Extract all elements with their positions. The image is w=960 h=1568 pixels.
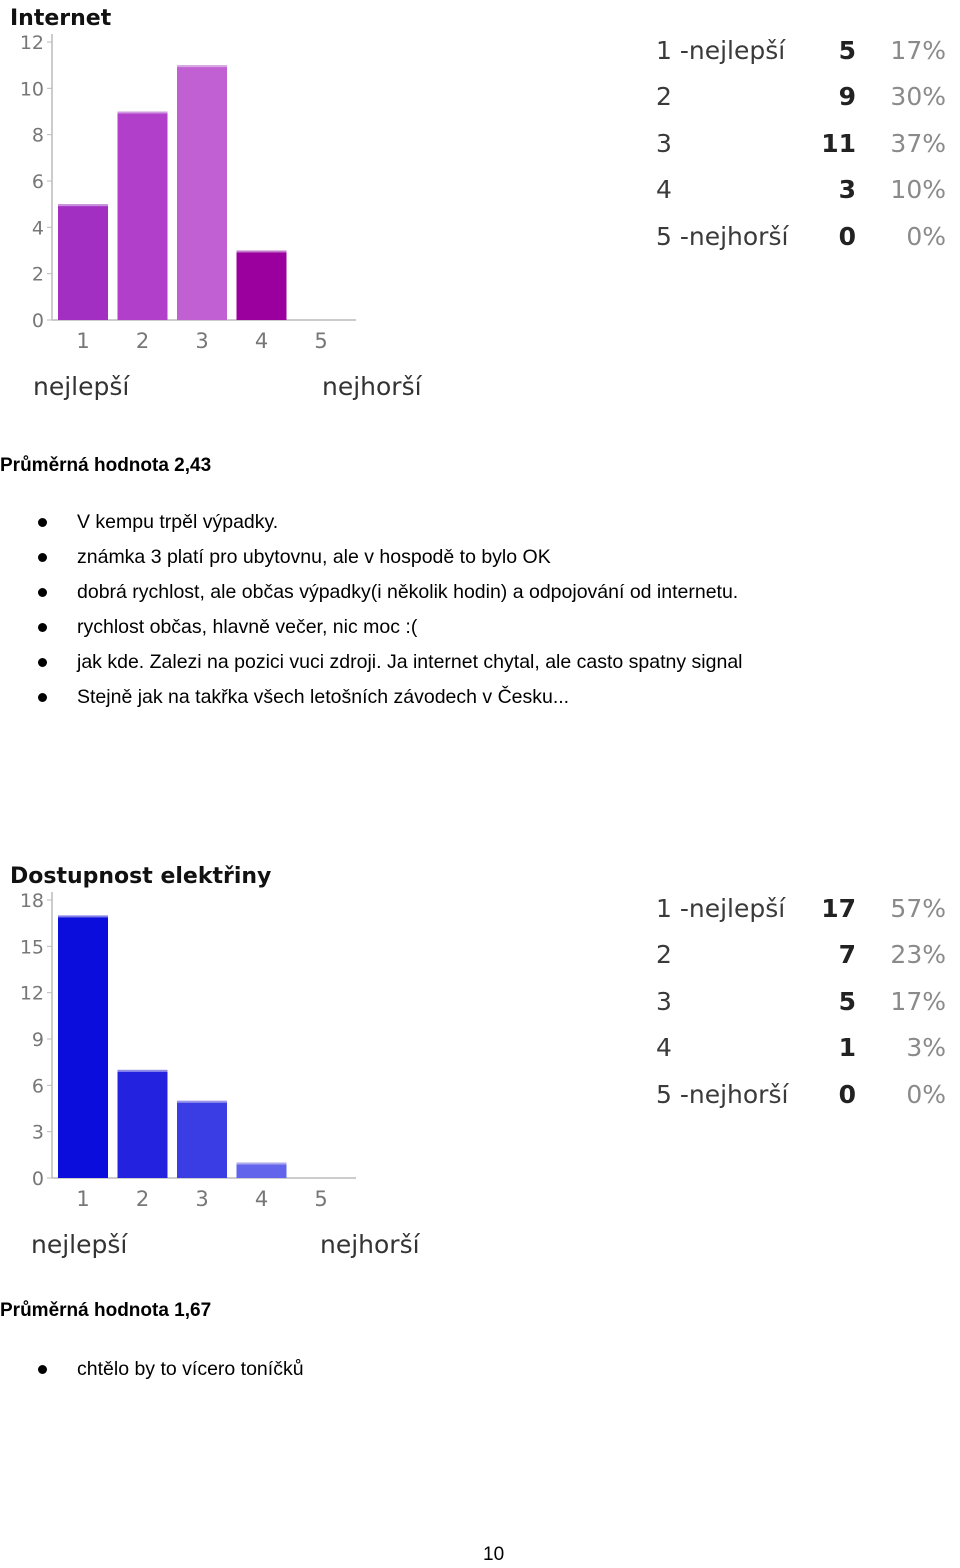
legend-row [656,932,946,979]
legend-percent: 17% [890,986,946,1016]
bar-1 [58,915,108,1178]
x-tick-label: 4 [254,329,269,353]
bar-2 [118,1070,168,1178]
comment-item: chtělo by to vícero toníčků [0,1352,304,1387]
legend-count: 5 [838,986,856,1016]
electricity-legend-table [656,885,946,1118]
legend-row [656,27,946,74]
comment-item: jak kde. Zalezi na pozici vuci zdroji. Ja internet chytal, ale casto spatny signal [0,645,743,680]
x-tick-label: 2 [135,329,150,353]
legend-row [656,74,946,121]
legend-percent: 3% [906,1033,946,1063]
legend-percent: 0% [906,1079,946,1109]
comment-item: Stejně jak na takřka všech letošních závodech v Česku... [0,680,743,715]
legend-percent: 30% [890,82,946,112]
legend-row [656,978,946,1025]
legend-label: 2 [656,82,672,112]
internet-comments-list [0,505,743,715]
bar-1 [58,204,108,320]
comment-item: známka 3 platí pro ubytovnu, ale v hospodě to bylo OK [0,540,743,575]
y-tick-label: 6 [31,1075,44,1098]
comment-item: V kempu trpěl výpadky. [0,505,743,540]
bar-top-highlight [58,204,108,206]
legend-percent: 57% [890,893,946,923]
x-tick-label: 1 [76,329,90,353]
legend-count: 3 [838,175,856,205]
legend-label: 3 [656,986,672,1016]
y-tick-label: 8 [31,124,44,147]
legend-percent: 0% [906,221,946,251]
legend-row [656,1025,946,1072]
x-tick-label: 4 [254,1187,269,1211]
page-number: 10 [483,1544,505,1565]
x-axis-best-label: nejlepší [33,372,130,401]
x-axis-worst-label: nejhorší [322,372,422,401]
average-value-internet: Průměrná hodnota 2,43 [0,455,212,476]
bar-2 [118,112,168,321]
y-tick-label: 3 [31,1121,44,1144]
x-tick-label: 2 [135,1187,150,1211]
bar-top-highlight [177,1101,227,1103]
x-axis-best-label: nejlepší [31,1230,128,1259]
legend-label: 5 -nejhorší [656,1079,789,1109]
x-axis-worst-label: nejhorší [320,1230,420,1259]
bar-top-highlight [177,65,227,67]
legend-label: 2 [656,940,672,970]
bar-top-highlight [58,915,108,917]
legend-count: 9 [838,82,856,112]
legend-row [656,1071,946,1118]
legend-count: 0 [838,221,856,251]
y-tick-label: 0 [31,1168,44,1190]
legend-percent: 23% [890,940,946,970]
bar-3 [177,1101,227,1178]
y-tick-label: 18 [19,890,44,912]
electricity-chart-svg [0,858,440,1218]
y-tick-label: 0 [31,310,44,332]
internet-legend-table [656,27,946,260]
y-tick-label: 10 [19,78,44,101]
y-tick-label: 6 [31,171,44,193]
electricity-chart [0,858,960,1268]
average-value-electricity: Průměrná hodnota 1,67 [0,1300,212,1321]
legend-count: 7 [838,940,856,970]
bar-top-highlight [118,1070,168,1072]
x-tick-label: 3 [195,329,209,353]
internet-chart [0,0,960,410]
legend-percent: 10% [890,175,946,205]
x-tick-label: 1 [76,1187,90,1211]
bar-3 [177,65,227,320]
legend-row [656,120,946,167]
legend-count: 0 [838,1079,856,1109]
chart-title: Internet [10,6,112,31]
y-tick-label: 12 [19,32,44,54]
legend-count: 17 [821,893,856,923]
x-tick-label: 3 [195,1187,209,1211]
x-tick-label: 5 [314,1187,328,1211]
comment-item: dobrá rychlost, ale občas výpadky(i několik hodin) a odpojování od internetu. [0,575,743,610]
legend-label: 4 [656,1033,672,1063]
legend-label: 1 -nejlepší [656,35,786,65]
bar-4 [237,1163,287,1178]
bar-top-highlight [237,251,287,253]
legend-row [656,167,946,214]
chart-title: Dostupnost elektřiny [10,864,272,889]
legend-count: 11 [821,128,856,158]
y-tick-label: 15 [19,936,44,959]
legend-label: 4 [656,175,672,205]
legend-row [656,885,946,932]
bar-4 [237,251,287,321]
y-tick-label: 12 [19,982,44,1005]
legend-percent: 17% [890,35,946,65]
electricity-comments-list [0,1352,304,1387]
legend-label: 1 -nejlepší [656,893,786,923]
legend-label: 5 -nejhorší [656,221,789,251]
y-tick-label: 9 [31,1029,44,1051]
legend-label: 3 [656,128,672,158]
comment-item: rychlost občas, hlavně večer, nic moc :( [0,610,743,645]
y-tick-label: 4 [31,217,44,240]
y-tick-label: 2 [31,263,44,286]
legend-percent: 37% [890,128,946,158]
internet-chart-svg [0,0,440,360]
x-tick-label: 5 [314,329,328,353]
bar-top-highlight [118,112,168,114]
legend-count: 5 [838,35,856,65]
bar-top-highlight [237,1163,287,1165]
legend-count: 1 [838,1033,856,1063]
legend-row [656,213,946,260]
